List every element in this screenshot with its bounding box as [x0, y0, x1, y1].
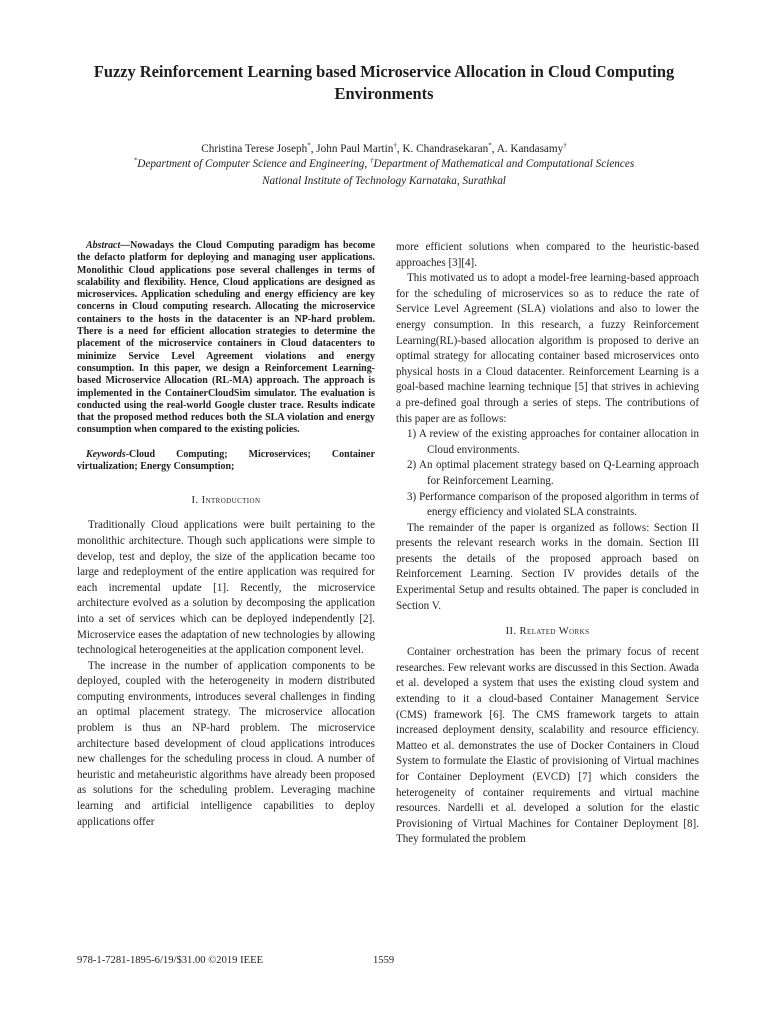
- paper-title: Fuzzy Reinforcement Learning based Microservice Allocation in Cloud Computing Environments: [93, 62, 675, 103]
- list-item: 1) A review of the existing approaches for container allocation in Cloud environments.: [407, 428, 699, 456]
- contributions-list: [396, 427, 699, 521]
- keywords-label: Keywords: [86, 448, 126, 460]
- keywords: [77, 449, 375, 474]
- page-number: 1559: [373, 955, 395, 966]
- intro-paragraph-3: This motivated us to adopt a model-free learning-based approach for the scheduling of microservices so as to reduce the rate of Service Level Agreement (SLA) violations and also to lower the energy consumption. In this research, a fuzzy Reinforcement Learning(RL)-based allocation algorithm is proposed to derive an optimal strategy for allocating container based microservices onto physical hosts in a Cloud datacenter. Reinforcement Learning is a goal-based machine learning technique [5] that strives in achieving a pre-defined goal through a series of steps. The contributions of this paper are as follows:: [396, 272, 699, 425]
- footer-isbn: 978-1-7281-1895-6/19/$31.00 ©2019 IEEE: [77, 955, 264, 966]
- list-item: 2) An optimal placement strategy based on Q-Learning approach for Reinforcement Learning.: [407, 459, 699, 487]
- section-heading-related-works: II. Related Works: [505, 626, 590, 638]
- intro-paragraph-2: The increase in the number of application components to be deployed, coupled with the heterogeneity in modern distributed computing environments, introduces several challenges in finding an optimal placement strategy. The microservice allocation problem is thus an NP-hard problem. The microservice architecture based development of cloud applications introduces new challenges for the scheduling process in cloud. A number of heuristic and metaheuristic algorithms have already been proposed as solutions for the scheduling problem. Leveraging machine learning and artificial intelligence capabilities to deploy applications offer: [77, 659, 375, 828]
- abstract: [77, 240, 375, 437]
- affiliation-departments: *Department of Computer Science and Engineering, †Department of Mathematical and Computational Sciences: [133, 156, 635, 170]
- list-item: 3) Performance comparison of the proposed algorithm in terms of energy efficiency and violated SLA constraints.: [407, 490, 699, 519]
- affiliation-institute: National Institute of Technology Karnataka, Surathkal: [262, 175, 506, 187]
- keywords-text: -Cloud Computing; Microservices; Container virtualization; Energy Consumption;: [77, 448, 375, 473]
- abstract-label: Abstract: [86, 240, 121, 251]
- left-column: [77, 240, 375, 830]
- right-column: [396, 240, 699, 848]
- abstract-text: —Nowadays the Cloud Computing paradigm has become the defacto platform for deploying and managing user applications. Monolithic Cloud applications pose several challenges in terms of scalability and flexibility. Hence, Cloud applications are designed as microservices. Application scheduling and energy efficiency are key concerns in Cloud computing research. Allocating the microservice containers to the hosts in the datacenter is an NP-hard problem. There is a need for efficient allocation strategies to determine the placement of the microservice containers in Cloud datacenters to minimize Service Level Agreement violations and energy consumption. In this paper, we design a Reinforcement Learning-based Microservice Allocation (RL-MA) approach. The approach is implemented in the ContainerCloudSim simulator. The evaluation is conducted using the real-world Google cluster trace. Results indicate that the proposed method reduces both the SLA violation and energy consumption when compared to the existing policies.: [77, 240, 375, 436]
- related-works-paragraph-1: Container orchestration has been the primary focus of recent researches. Few relevant works are discussed in this Section. Awada et al. developed a system that uses the existing cloud system and extending to it a cloud-based Container Management Service (CMS) framework [6]. The CMS framework targets to attain increased deployment density, scalability and resource efficiency. Matteo et al. demonstrates the use of Docker Containers in Cloud System to formulate the Elastic of provisioning of Virtual machines for Container Deployment (EVCD) [7] which considers the heterogeneity of container requirements and virtual machine resources. Nardelli et al. developed a solution for the elastic Provisioning of Virtual Machines for Container Deployment [8]. They formulated the problem: [396, 646, 699, 846]
- intro-paragraph-1: Traditionally Cloud applications were built pertaining to the monolithic architecture. Though such applications were simple to develop, test and deploy, the size of the application became too large and redeployment of the entire application was required for each incremental update [1]. Recently, the microservice architecture evolved as a solution by decomposing the application into a set of services which can be deployed independently [2]. Microservice eases the adaptation of new technologies by allowing technological heterogeneities at the application component level.: [77, 519, 375, 657]
- intro-paragraph-4: The remainder of the paper is organized as follows: Section II presents the relevant research works in the domain. Section III presents the details of the proposed approach based on Reinforcement Learning. Section IV provides details of the Experimental Setup and results obtained. The paper is concluded in Section V.: [396, 521, 699, 612]
- intro-paragraph-2-continued: more efficient solutions when compared to the heuristic-based approaches [3][4].: [396, 241, 699, 269]
- section-heading-introduction: I. Introduction: [191, 495, 261, 507]
- author-list: Christina Terese Joseph*, John Paul Martin†, K. Chandrasekaran*, A. Kandasamy†: [201, 141, 567, 155]
